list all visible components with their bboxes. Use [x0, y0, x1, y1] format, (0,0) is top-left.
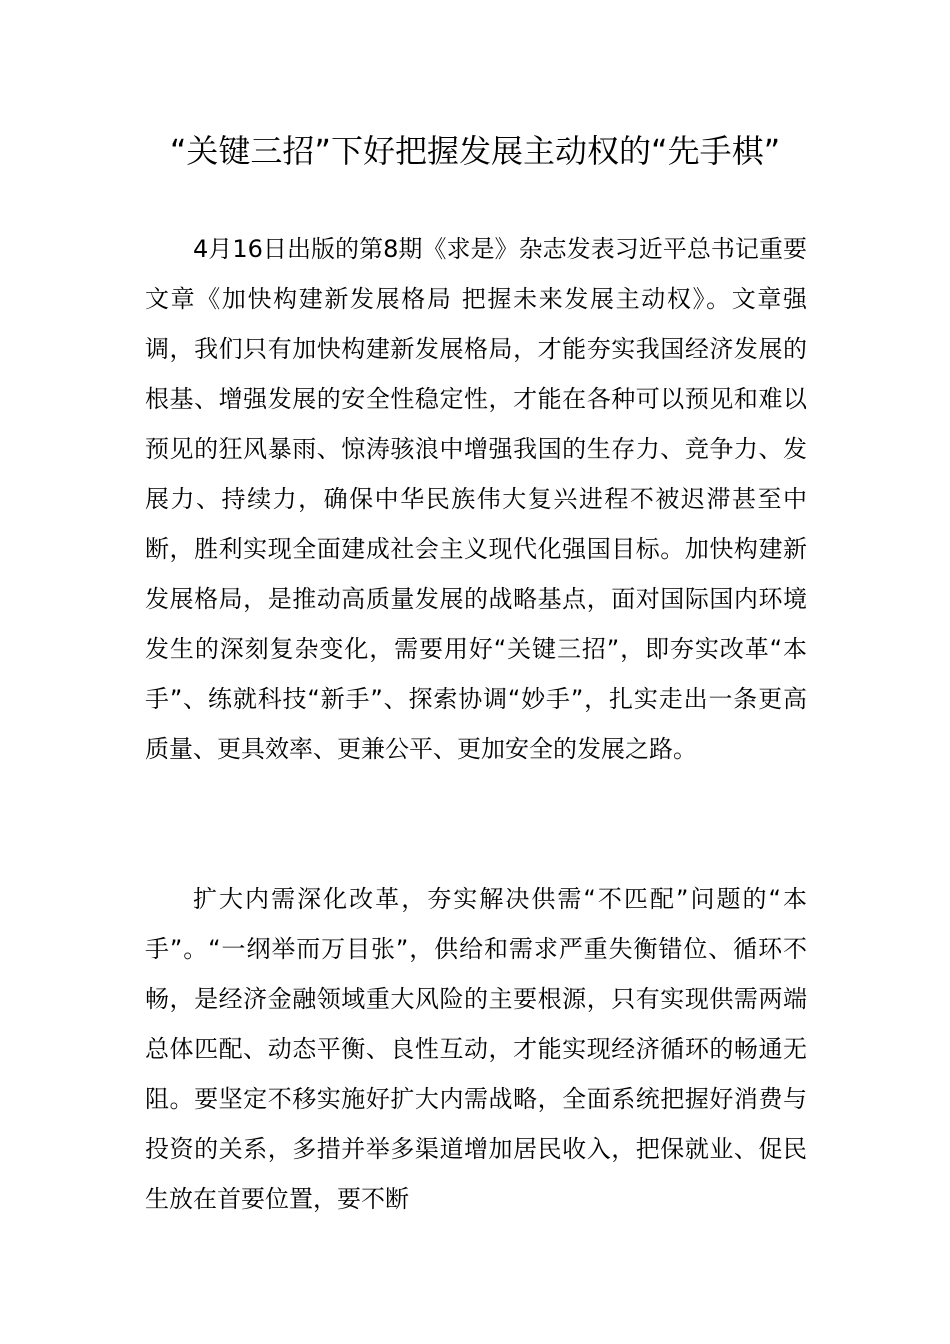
paragraph-demand-reform: 扩大内需深化改革，夯实解决供需“不匹配”问题的“本手”。“一纲举而万目张”，供给和需求严重失衡错位、循环不畅，是经济金融领域重大风险的主要根源，只有实现供需两端总体匹配、动态平衡、良性互动，才能实现经济循环的畅通无阻。要坚定不移实施好扩大内需战略，全面系统把握好消费与投资的关系，多措并举多渠道增加居民收入，把保就业、促民生放在首要位置，要不断: [145, 885, 807, 1213]
paragraph-intro: 4月16日出版的第8期《求是》杂志发表习近平总书记重要文章《加快构建新发展格局 把握未来发展主动权》。文章强调，我们只有加快构建新发展格局，才能夯实我国经济发展的根基、增强发展的安全性稳定性，才能在各种可以预见和难以预见的狂风暴雨、惊涛骇浪中增强我国的生存力、竞争力、发展力、持续力，确保中华民族伟大复兴进程不被迟滞甚至中断，胜利实现全面建成社会主义现代化强国目标。加快构建新发展格局，是推动高质量发展的战略基点，面对国际国内环境发生的深刻复杂变化，需要用好“关键三招”，即夯实改革“本手”、练就科技“新手”、探索协调“妙手”，扎实走出一条更高质量、更具效率、更兼公平、更加安全的发展之路。: [145, 235, 807, 763]
document-title: “关键三招”下好把握发展主动权的“先手棋”: [169, 132, 781, 170]
